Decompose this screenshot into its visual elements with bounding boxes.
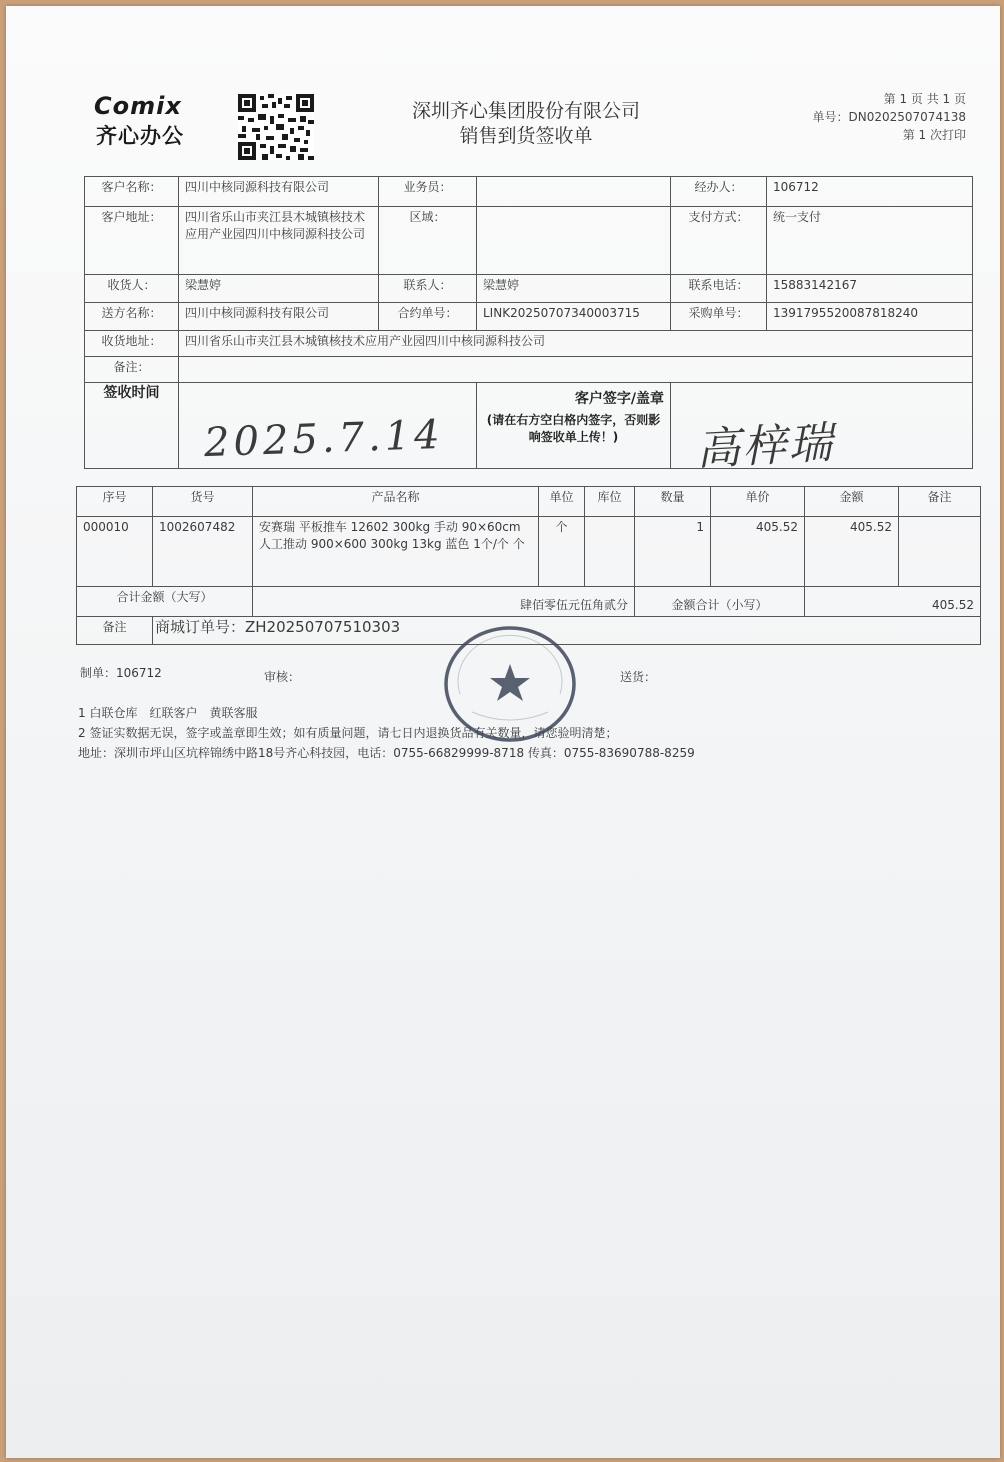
page-info: 第 1 页 共 1 页 — [883, 92, 966, 106]
phone: 15883142167 — [767, 275, 973, 303]
purchase-number: 1391795520087818240 — [767, 303, 973, 331]
col-amount: 金额 — [805, 487, 899, 517]
print-count: 第 1 次打印 — [902, 128, 966, 142]
reviewer: 审核： — [264, 670, 301, 684]
document-page — [6, 6, 1000, 1458]
item-price: 405.52 — [711, 517, 805, 587]
contact: 梁慧婷 — [477, 275, 671, 303]
handler-label: 经办人： — [671, 177, 767, 207]
receiver-label: 收货人： — [85, 275, 179, 303]
col-seq: 序号 — [77, 487, 153, 517]
qr-code-icon — [238, 94, 314, 160]
contract-number: LINK20250707340003715 — [477, 303, 671, 331]
ship-to: 四川中核同源科技有限公司 — [179, 303, 379, 331]
item-unit: 个 — [539, 517, 585, 587]
handwritten-signature: 高梓瑞 — [694, 417, 836, 476]
contact-label: 联系人： — [379, 275, 477, 303]
document-title: 销售到货签收单 — [459, 125, 593, 147]
company-address: 地址：深圳市坪山区坑梓锦绣中路18号齐心科技园，电话：0755-66829999-8718 传真：0755-83690788-8259 — [78, 746, 695, 760]
handwritten-sign-date: 2025.7.14 — [203, 411, 445, 467]
col-unit: 单位 — [539, 487, 585, 517]
col-price: 单价 — [711, 487, 805, 517]
item-note — [899, 517, 981, 587]
customer-name: 四川中核同源科技有限公司 — [179, 177, 379, 207]
comix-logo: Comix — [94, 92, 182, 120]
item-qty: 1 — [635, 517, 711, 587]
item-sku: 1002607482 — [153, 517, 253, 587]
validity-note: 2 签证实数据无误，签字或盖章即生效；如有质量问题，请七日内退换货品有关数量，请您验明清楚； — [78, 726, 618, 740]
total-amount: 405.52 — [805, 587, 981, 617]
total-row — [77, 587, 981, 617]
sign-note: (请在右方空白格内签字，否则影响签收单上传！) — [486, 413, 661, 444]
sign-label: 客户签字/盖章 — [574, 391, 664, 407]
total-cn-label: 合计金额（大写） — [77, 587, 253, 617]
sign-instruction-cell — [477, 383, 671, 469]
region — [477, 207, 671, 275]
total-cn: 肆佰零伍元伍角贰分 — [253, 587, 635, 617]
ship-to-label: 送方名称： — [85, 303, 179, 331]
salesman — [477, 177, 671, 207]
col-sku: 货号 — [153, 487, 253, 517]
item-seq: 000010 — [77, 517, 153, 587]
mall-order-number: 商城订单号：ZH20250707510303 — [153, 617, 981, 645]
table-row — [77, 517, 981, 587]
col-qty: 数量 — [635, 487, 711, 517]
items-header-row — [77, 487, 981, 517]
delivery-address: 四川省乐山市夹江县木城镇核技术应用产业园四川中核同源科技公司 — [179, 331, 973, 357]
customer-name-label: 客户名称： — [85, 177, 179, 207]
remark-label: 备注： — [85, 357, 179, 383]
remark — [179, 357, 973, 383]
payment: 统一支付 — [767, 207, 973, 275]
item-name: 安赛瑞 平板推车 12602 300kg 手动 90×60cm 人工推动 900×600 300kg 13kg 蓝色 1个/个 个 — [253, 517, 539, 587]
salesman-label: 业务员： — [379, 177, 477, 207]
maker: 制单：106712 — [80, 666, 162, 680]
customer-address: 四川省乐山市夹江县木城镇核技术应用产业园四川中核同源科技公司 — [179, 207, 379, 275]
items-remark-label: 备注 — [77, 617, 153, 645]
total-label: 金额合计（小写） — [635, 587, 805, 617]
col-product-name: 产品名称 — [253, 487, 539, 517]
phone-label: 联系电话： — [671, 275, 767, 303]
comix-logo-cn: 齐心办公 — [96, 124, 184, 148]
receiver: 梁慧婷 — [179, 275, 379, 303]
delivery-address-label: 收货地址： — [85, 331, 179, 357]
item-location — [585, 517, 635, 587]
copies-note: 1 白联仓库 红联客户 黄联客服 — [78, 706, 258, 720]
col-location: 库位 — [585, 487, 635, 517]
customer-address-label: 客户地址： — [85, 207, 179, 275]
items-table — [76, 486, 981, 645]
order-number: 单号：DN0202507074138 — [812, 110, 966, 124]
handler: 106712 — [767, 177, 973, 207]
sign-time-label: 签收时间 — [85, 383, 179, 469]
deliverer: 送货： — [620, 670, 657, 684]
item-amount: 405.52 — [805, 517, 899, 587]
col-note: 备注 — [899, 487, 981, 517]
company-name: 深圳齐心集团股份有限公司 — [411, 100, 640, 122]
payment-label: 支付方式： — [671, 207, 767, 275]
purchase-label: 采购单号： — [671, 303, 767, 331]
contract-label: 合约单号： — [379, 303, 477, 331]
company-seal-icon — [442, 624, 578, 744]
region-label: 区域： — [379, 207, 477, 275]
